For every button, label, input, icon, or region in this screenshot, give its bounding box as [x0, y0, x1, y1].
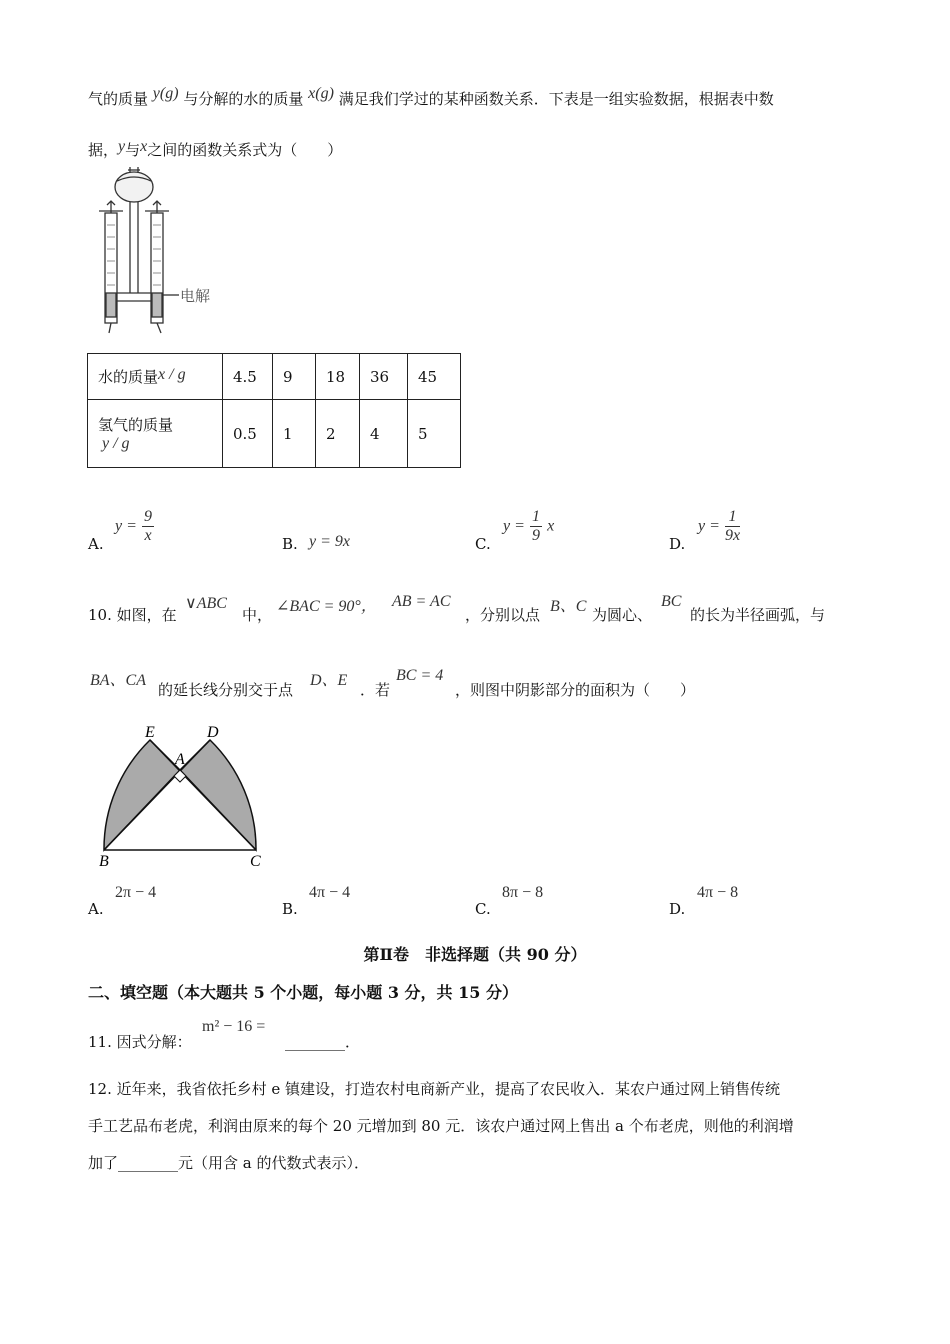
q10-option-d-expr: 4π − 8	[697, 884, 739, 901]
q9-option-c-label: C.	[475, 535, 491, 553]
q10-triangle: ∨ABC	[185, 595, 227, 612]
expr-part: y =	[698, 517, 720, 535]
q10-option-d-label: D.	[669, 900, 686, 918]
label-b: B	[99, 853, 109, 870]
table-cell: 5	[408, 400, 461, 468]
q9-var-y: y	[118, 138, 126, 155]
q10-text: ，则图中阴影部分的面积为（ ）	[455, 681, 696, 699]
table-cell: 4	[360, 400, 408, 468]
q10-text: 中，	[242, 606, 273, 624]
q10-text: 的长为半径画弧，与	[690, 606, 826, 624]
table-cell: 45	[408, 354, 461, 400]
expr-part: y =	[115, 517, 137, 535]
q9-text: 满足我们学过的某种函数关系．下表是一组实验数据，根据表中数	[338, 90, 774, 108]
table-cell: 36	[360, 354, 408, 400]
denominator: x	[144, 527, 152, 544]
q9-line1	[88, 85, 774, 110]
row-label-unit: x / g	[158, 366, 186, 383]
q9-option-d-expr	[698, 508, 740, 545]
q10-number: 10. 如图，在	[88, 606, 177, 624]
q9-option-d-label: D.	[669, 535, 686, 553]
q10-text: 为圆心、	[592, 606, 653, 624]
electrolysis-label: 电解	[180, 287, 211, 305]
q9-text: 据，	[88, 141, 119, 159]
numerator: 9	[144, 508, 152, 525]
q12-line3: 加了________元（用含 a 的代数式表示）．	[88, 1154, 369, 1172]
electrolysis-figure	[95, 165, 235, 340]
table-row	[88, 354, 461, 400]
fraction	[725, 508, 740, 545]
q9-text: 与	[125, 141, 141, 159]
denominator: 9x	[725, 527, 741, 544]
expr-part: x	[547, 517, 555, 535]
fraction	[530, 508, 542, 545]
q10-ba-ca: BA、CA	[90, 672, 146, 689]
table-cell: 4.5	[223, 354, 273, 400]
table-cell: 9	[273, 354, 316, 400]
table-cell: 2	[316, 400, 360, 468]
label-c: C	[250, 853, 261, 870]
q9-option-b-expr: y = 9x	[309, 533, 350, 550]
q9-text: 与分解的水的质量	[183, 90, 304, 108]
q10-angle: ∠BAC = 90°，	[276, 598, 377, 615]
q9-line2	[88, 140, 342, 161]
row-label-text: 氢气的质量	[98, 416, 174, 434]
q10-option-a-expr: 2π − 4	[115, 884, 157, 901]
table-cell: 1	[273, 400, 316, 468]
q10-de: D、E	[310, 672, 348, 689]
row-label-unit: y / g	[102, 435, 130, 452]
q10-option-b-label: B.	[282, 900, 298, 918]
q10-option-a-label: A.	[88, 900, 104, 918]
label-e: E	[145, 724, 155, 741]
q10-text: ．若	[360, 681, 391, 699]
q10-bc: BC	[661, 593, 682, 610]
q9-text: 之间的函数关系式为（ ）	[147, 141, 343, 159]
q10-option-c-label: C.	[475, 900, 491, 918]
q11-expr: m² − 16 =	[202, 1018, 266, 1035]
table-cell: 0.5	[223, 400, 273, 468]
q10-text: ，分别以点	[465, 606, 541, 624]
part-heading: 二、填空题（本大题共 5 个小题，每小题 3 分，共 15 分）	[88, 983, 518, 1002]
table-row	[88, 400, 461, 468]
q10-ab-ac: AB = AC	[392, 593, 451, 610]
expr-part: y =	[503, 517, 525, 535]
q10-text: 的延长线分别交于点	[158, 681, 294, 699]
experiment-table	[87, 353, 461, 468]
q10-points-bc: B、C	[550, 598, 587, 615]
q10-bc-value: BC = 4	[396, 667, 444, 684]
q12-line2: 手工艺品布老虎，利润由原来的每个 20 元增加到 80 元．该农户通过网上售出 a 个布老虎，则他的利润增	[88, 1117, 794, 1135]
geometry-figure	[95, 720, 275, 870]
table-cell: 18	[316, 354, 360, 400]
q11-blank: ________．	[285, 1033, 361, 1051]
row-label-text: 水的质量	[98, 368, 159, 386]
q10-option-c-expr: 8π − 8	[502, 884, 544, 901]
numerator: 1	[725, 508, 740, 527]
label-a: A	[175, 751, 185, 768]
q9-option-b-label: B.	[282, 535, 298, 553]
section-title: 第Ⅱ卷 非选择题（共 90 分）	[363, 945, 587, 964]
q12-line1: 12. 近年来，我省依托乡村 e 镇建设，打造农村电商新产业，提高了农民收入．某农户通过网上销售传统	[88, 1080, 781, 1098]
q10-option-b-expr: 4π − 4	[309, 884, 351, 901]
q9-y-unit: y(g)	[152, 85, 179, 102]
q9-x-unit: x(g)	[308, 85, 334, 102]
q9-option-a-label: A.	[88, 535, 104, 553]
denominator: 9	[532, 527, 540, 544]
q9-text: 气的质量	[88, 90, 149, 108]
q11-prefix: 11. 因式分解：	[88, 1033, 192, 1051]
table-row-label	[88, 354, 223, 400]
table-row-label	[88, 400, 223, 468]
label-d: D	[207, 724, 219, 741]
q9-var-x: x	[140, 138, 148, 155]
q9-option-c-expr	[503, 508, 554, 545]
q9-option-a-expr	[115, 508, 154, 545]
fraction	[142, 508, 154, 545]
numerator: 1	[532, 508, 540, 525]
